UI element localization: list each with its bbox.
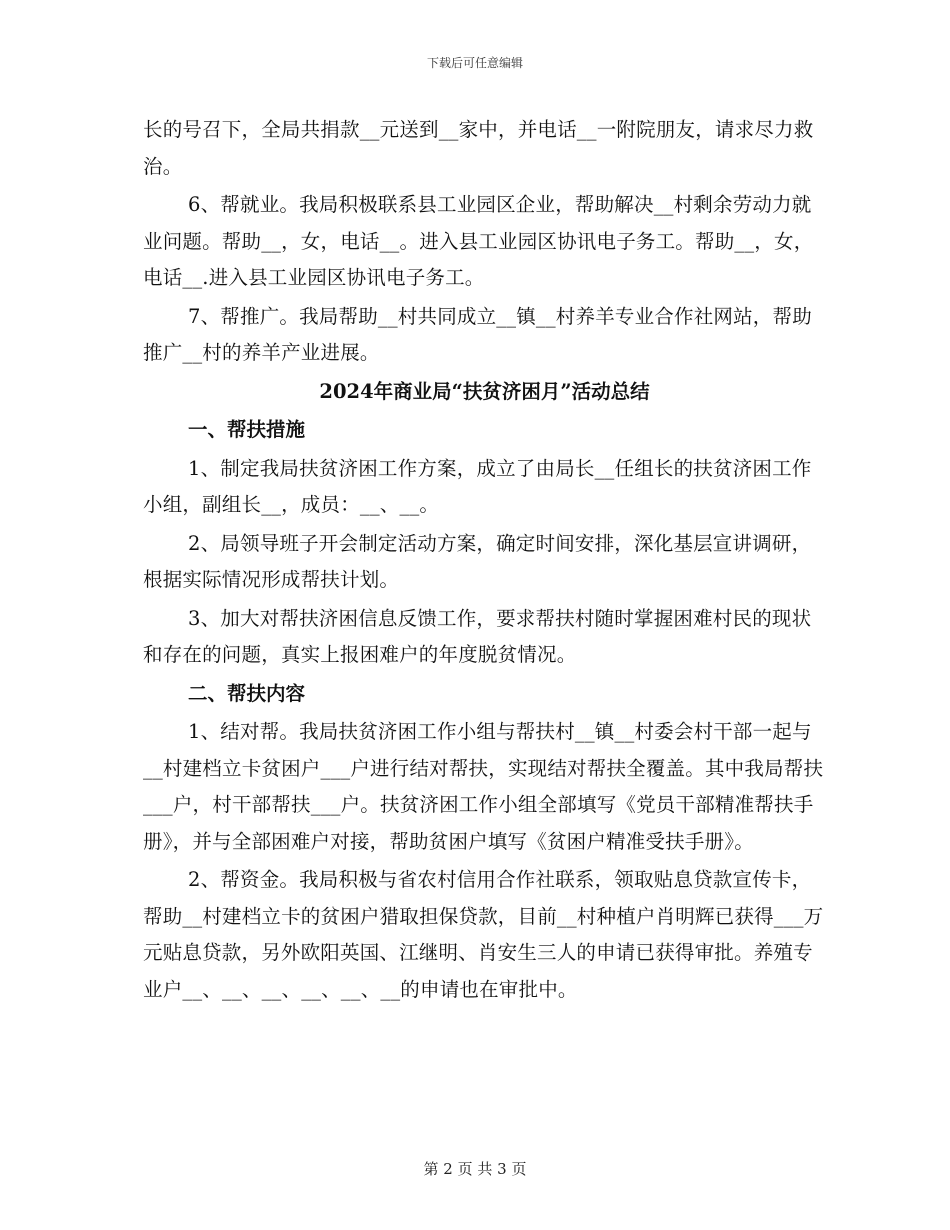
paragraph-promotion: 7、帮推广。我局帮助__村共同成立__镇__村养羊专业合作社网站，帮助推广__村的养羊产业进展。 (143, 304, 812, 364)
page-footer: 第 2 页 共 3 页 (423, 1160, 527, 1178)
paragraph-feedback: 3、加大对帮扶济困信息反馈工作，要求帮扶村随时掌握困难村民的现状和存在的问题，真实上报困难户的年度脱贫情况。 (143, 606, 812, 666)
paragraph-funding: 2、帮资金。我局积极与省农村信用合作社联系，领取贴息贷款宣传卡，帮助__村建档立卡的贫困户猎取担保贷款，目前__村种植户肖明辉已获得___万元贴息贷款，另外欧阳英国、江继明、肖安生三人的申请已获得审批。养殖专业户__、__、__、__、__、__的申请也在审批中。 (143, 868, 824, 1001)
paragraph-plan: 1、制定我局扶贫济困工作方案，成立了由局长__任组长的扶贫济困工作小组，副组长__，成员：__、__。 (143, 456, 812, 516)
paragraph-leadership: 2、局领导班子开会制定活动方案，确定时间安排，深化基层宣讲调研，根据实际情况形成帮扶计划。 (143, 531, 812, 591)
section-heading-content: 二、帮扶内容 (188, 681, 306, 705)
section-heading-measures: 一、帮扶措施 (188, 418, 306, 441)
page-header: 下载后可任意编辑 (426, 56, 523, 70)
paragraph-pairing: 1、结对帮。我局扶贫济困工作小组与帮扶村__镇__村委会村干部一起与__村建档立卡贫困户___户进行结对帮扶，实现结对帮扶全覆盖。其中我局帮扶___户，村干部帮扶___户。扶贫济困工作小组全部填写《党员干部精准帮扶手册》，并与全部困难户对接，帮助贫困户填写《贫困户精准受扶手册》。 (143, 720, 824, 853)
paragraph-donation: 长的号召下，全局共捐款__元送到__家中，并电话__一附院朋友，请求尽力救治。 (143, 118, 814, 178)
document-body (143, 112, 826, 1008)
paragraph-employment: 6、帮就业。我局积极联系县工业园区企业，帮助解决__村剩余劳动力就业问题。帮助__，女，电话__。进入县工业园区协讯电子务工。帮助__，女，电话__.进入县工业园区协讯电子务工。 (143, 193, 814, 289)
document-title: 2024年商业局“扶贫济困月”活动总结 (319, 379, 650, 403)
